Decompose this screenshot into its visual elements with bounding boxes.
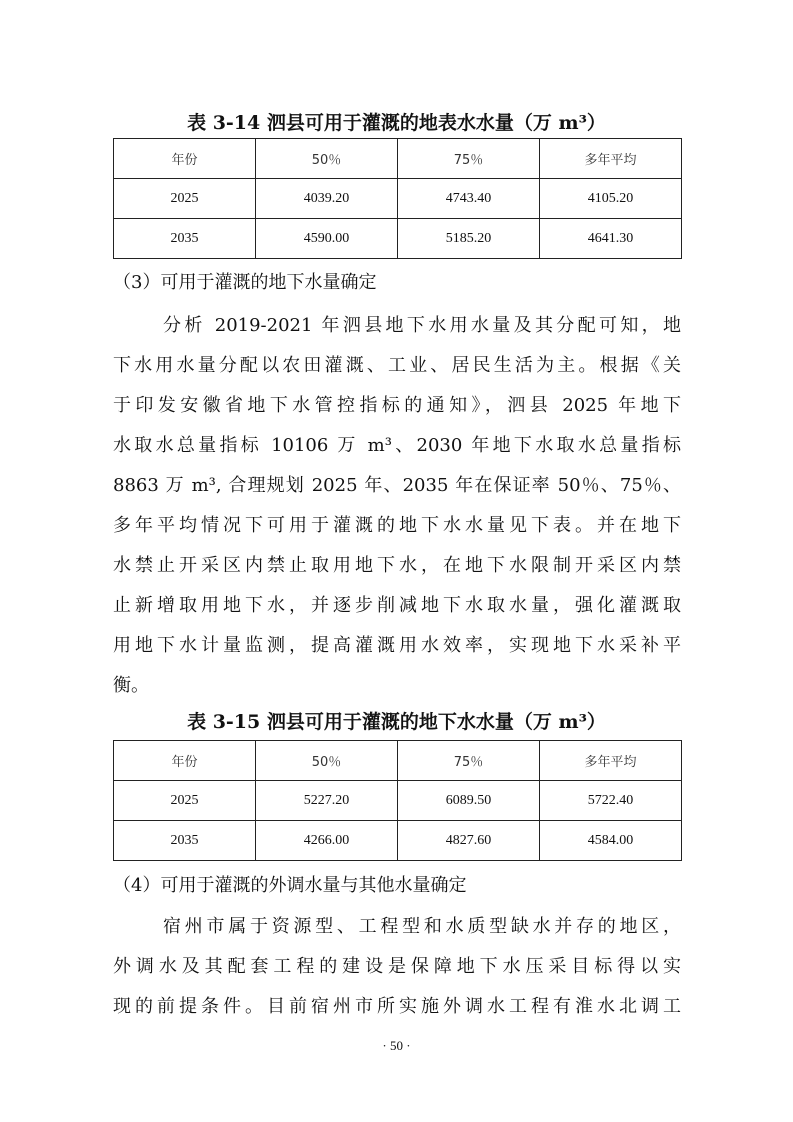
table-surface-water	[113, 138, 682, 259]
paragraph-line: 分析 2019-2021 年泗县地下水用水量及其分配可知，地	[163, 315, 681, 336]
table-cell: 2035	[114, 821, 256, 861]
table-row	[114, 821, 682, 861]
page-number: · 50 ·	[382, 1038, 411, 1053]
paragraph-line: 用地下水计量监测，提高灌溉用水效率，实现地下水采补平	[113, 635, 681, 656]
column-header-year: 年份	[114, 139, 256, 179]
table-cell: 5227.20	[256, 781, 398, 821]
section-heading-groundwater: （3）可用于灌溉的地下水量确定	[113, 272, 377, 293]
table-cell: 4827.60	[398, 821, 540, 861]
column-header-average: 多年平均	[540, 139, 682, 179]
table-cell: 4039.20	[256, 179, 398, 219]
column-header-year: 年份	[114, 741, 256, 781]
paragraph-line: 水禁止开采区内禁止取用地下水，在地下水限制开采区内禁	[113, 555, 681, 576]
table-cell: 4584.00	[540, 821, 682, 861]
table-caption-3-14: 表 3-14 泗县可用于灌溉的地表水水量（万 m³）	[187, 112, 606, 134]
table-cell: 4590.00	[256, 219, 398, 259]
table-cell: 4266.00	[256, 821, 398, 861]
paragraph-line: 8863 万 m³, 合理规划 2025 年、2035 年在保证率 50％、75％、	[113, 475, 681, 496]
table-caption-3-15: 表 3-15 泗县可用于灌溉的地下水水量（万 m³）	[187, 711, 606, 733]
column-header-75: 75％	[398, 139, 540, 179]
paragraph-line: 下水用水量分配以农田灌溉、工业、居民生活为主。根据《关	[113, 355, 681, 376]
column-header-50: 50％	[256, 741, 398, 781]
paragraph-line: 外调水及其配套工程的建设是保障地下水压采目标得以实	[113, 956, 681, 977]
paragraph-line: 于印发安徽省地下水管控指标的通知》，泗县 2025 年地下	[113, 395, 681, 416]
paragraph-line: 多年平均情况下可用于灌溉的地下水水量见下表。并在地下	[113, 515, 681, 536]
table-groundwater	[113, 740, 682, 861]
table-header-row	[114, 139, 682, 179]
table-cell: 4105.20	[540, 179, 682, 219]
table-row	[114, 219, 682, 259]
table-row	[114, 179, 682, 219]
table-header-row	[114, 741, 682, 781]
table-cell: 5722.40	[540, 781, 682, 821]
paragraph-line: 止新增取用地下水，并逐步削减地下水取水量，强化灌溉取	[113, 595, 681, 616]
paragraph-line: 衡。	[113, 675, 149, 696]
column-header-average: 多年平均	[540, 741, 682, 781]
column-header-50: 50％	[256, 139, 398, 179]
paragraph-line: 现的前提条件。目前宿州市所实施外调水工程有淮水北调工	[113, 996, 681, 1017]
section-heading-external-water: （4）可用于灌溉的外调水量与其他水量确定	[113, 875, 467, 896]
table-row	[114, 781, 682, 821]
table-cell: 6089.50	[398, 781, 540, 821]
table-cell: 2025	[114, 179, 256, 219]
table-cell: 5185.20	[398, 219, 540, 259]
table-cell: 4641.30	[540, 219, 682, 259]
table-cell: 4743.40	[398, 179, 540, 219]
column-header-75: 75％	[398, 741, 540, 781]
paragraph-line: 水取水总量指标 10106 万 m³、2030 年地下水取水总量指标	[113, 435, 681, 456]
paragraph-line: 宿州市属于资源型、工程型和水质型缺水并存的地区，	[163, 916, 681, 937]
table-cell: 2025	[114, 781, 256, 821]
table-cell: 2035	[114, 219, 256, 259]
